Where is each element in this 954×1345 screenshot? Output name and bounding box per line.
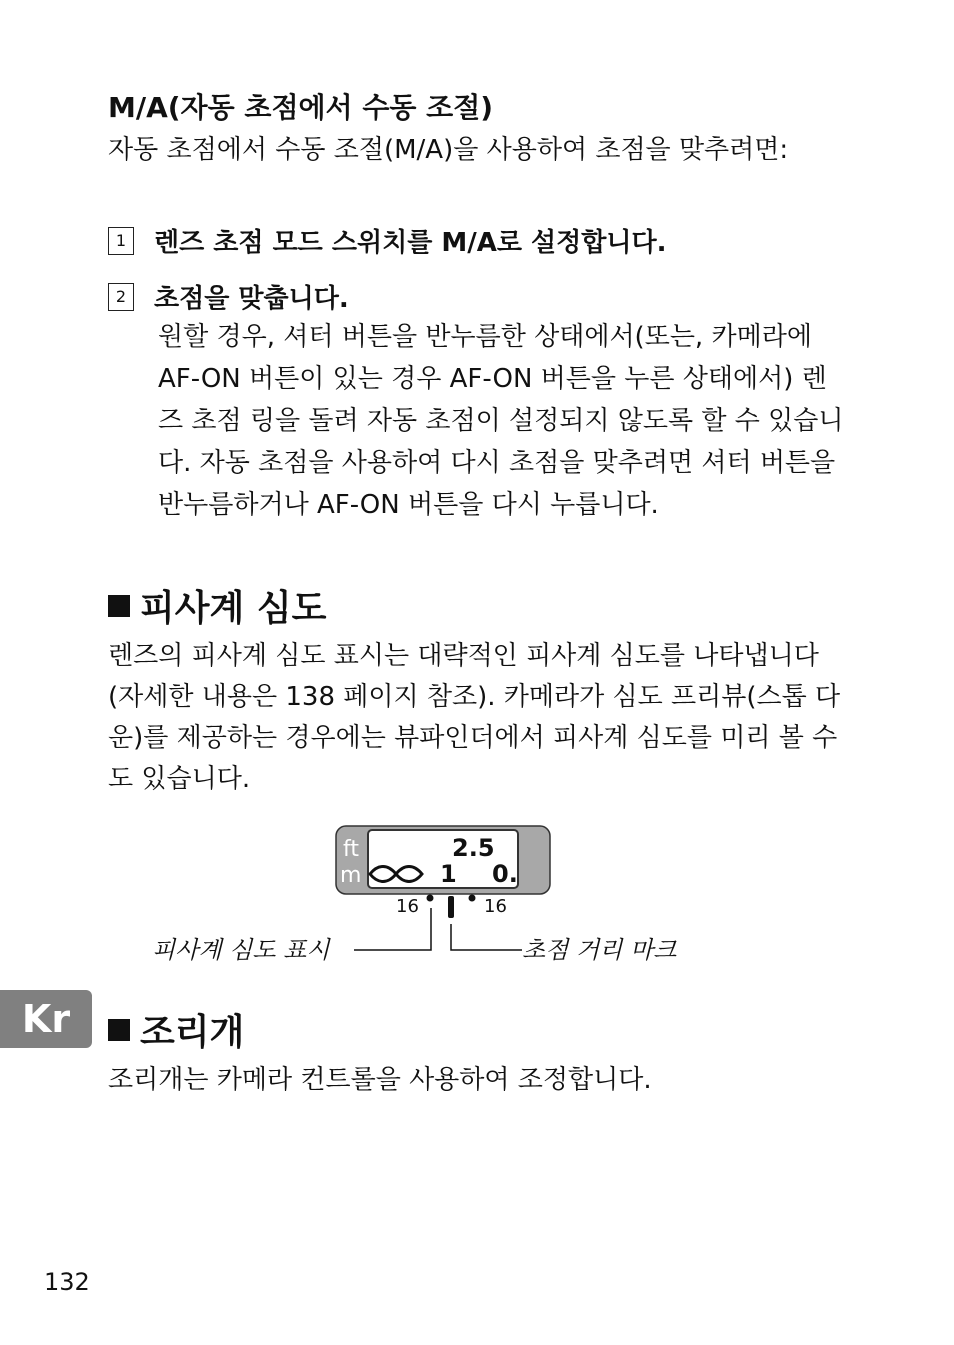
ma-intro-text: 자동 초점에서 수동 조절(M/A)을 사용하여 초점을 맞추려면: xyxy=(108,135,789,165)
callout-dof-indicator: 피사계 심도 표시 xyxy=(152,936,330,964)
distance-value-0: 0. xyxy=(492,860,518,888)
aperture-body-text: 조리개는 카메라 컨트롤을 사용하여 조정합니다. xyxy=(108,1065,652,1095)
step-number-box: 1 xyxy=(108,227,134,255)
dof-mark-left-dot xyxy=(427,895,434,902)
dof-mark-left-label: 16 xyxy=(396,896,419,917)
dof-body-text: 렌즈의 피사계 심도 표시는 대략적인 피사계 심도를 나타냅니다(자세한 내용은 138 페이지 참조). 카메라가 심도 프리뷰(스톱 다운)를 제공하는 경우에는 뷰파인더에서 피사계 심도를 미리 볼 수도 있습니다. xyxy=(108,641,841,794)
section-title-ma: M/A(자동 초점에서 수동 조절) xyxy=(108,91,494,124)
dof-leader-line xyxy=(354,908,431,950)
dof-title: 피사계 심도 xyxy=(140,588,327,629)
step-number-box: 2 xyxy=(108,283,134,311)
step-2 xyxy=(108,278,349,315)
unit-ft-label: ft xyxy=(343,837,359,862)
focus-leader-line xyxy=(451,924,522,950)
dof-heading xyxy=(108,580,326,631)
aperture-title: 조리개 xyxy=(140,1012,245,1053)
unit-m-label: m xyxy=(340,863,362,888)
step-text: 렌즈 초점 모드 스위치를 M/A로 설정합니다. xyxy=(154,228,667,258)
step-2-body: 원할 경우, 셔터 버튼을 반누름한 상태에서(또는, 카메라에 AF-ON 버튼이 있는 경우 AF-ON 버튼을 누른 상태에서) 렌즈 초점 링을 돌려 자동 초점이 설정되지 않도록 할 수 있습니다. 자동 초점을 사용하여 다시 초점을 맞추려면 셔터 버튼을 반누름하거나 AF-ON 버튼을 다시 누릅니다. xyxy=(158,322,844,520)
step-1 xyxy=(108,222,666,259)
dof-mark-right-dot xyxy=(469,895,476,902)
square-bullet-icon xyxy=(108,595,130,617)
step-text: 초점을 맞춥니다. xyxy=(154,284,349,314)
dof-mark-right-label: 16 xyxy=(484,896,507,917)
focus-distance-mark xyxy=(448,896,454,918)
page-number: 132 xyxy=(44,1268,90,1296)
aperture-heading xyxy=(108,1004,244,1055)
distance-value-25: 2.5 xyxy=(452,834,495,862)
language-tab: Kr xyxy=(0,990,92,1048)
distance-value-1: 1 xyxy=(440,860,457,888)
callout-focus-mark: 초점 거리 마크 xyxy=(522,936,677,964)
square-bullet-icon xyxy=(108,1019,130,1041)
